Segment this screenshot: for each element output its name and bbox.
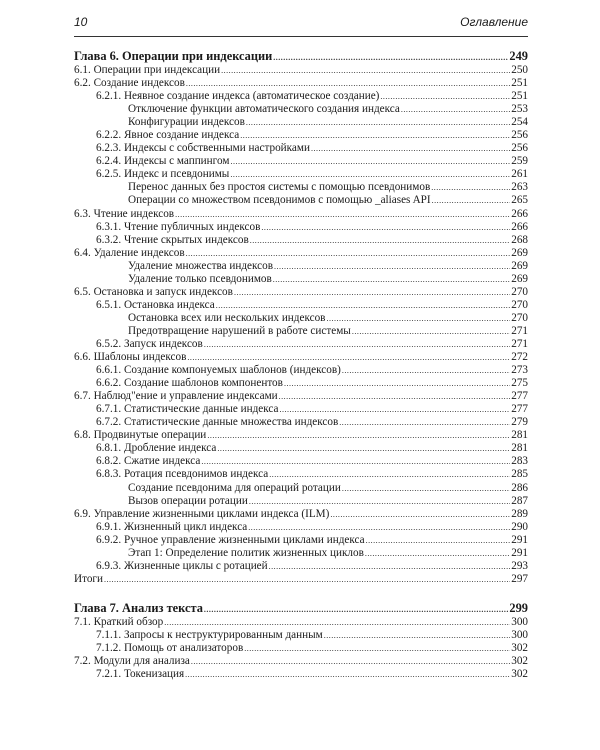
toc-entry-page: 271 (511, 337, 528, 350)
toc-entry-page: 254 (511, 116, 528, 129)
toc-leader-dots (234, 286, 510, 299)
toc-entry[interactable] (74, 194, 528, 207)
header-divider (74, 36, 528, 37)
toc-entry[interactable] (74, 655, 528, 668)
toc-entry[interactable] (74, 234, 528, 247)
toc-entry[interactable] (74, 325, 528, 338)
toc-entry[interactable] (74, 103, 528, 116)
toc-leader-dots (244, 642, 510, 655)
toc-entry[interactable] (74, 181, 528, 194)
toc-leader-dots (250, 234, 510, 247)
toc-entry[interactable] (74, 364, 528, 377)
toc-entry-page: 270 (511, 298, 528, 311)
toc-leader-dots (204, 338, 510, 351)
toc-entry-page: 270 (511, 311, 528, 324)
toc-chapter-entry[interactable] (74, 600, 528, 616)
toc-leader-dots (280, 403, 511, 416)
toc-entry[interactable] (74, 129, 528, 142)
toc-entry-page: 275 (511, 377, 528, 390)
toc-entry-title: 6.8.1. Дробление индекса (96, 442, 217, 455)
toc-leader-dots (326, 312, 510, 325)
toc-entry-title: 6.7. Наблюд"ение и управление индексами (74, 390, 278, 403)
toc-entry-title: Этап 1: Определение политик жизненных циклов (128, 546, 364, 559)
toc-entry-page: 251 (511, 77, 528, 90)
toc-entry-title: 6.2.3. Индексы с собственными настройками (96, 142, 310, 155)
toc-entry-page: 263 (511, 181, 528, 194)
toc-entry-title: Операции со множеством псевдонимов с помощью _aliases API (128, 194, 431, 207)
toc-leader-dots (201, 455, 510, 468)
toc-leader-dots (311, 142, 510, 155)
toc-entry-page: 268 (511, 233, 528, 246)
toc-entry[interactable] (74, 403, 528, 416)
toc-entry[interactable] (74, 573, 528, 586)
toc-entry-title: 7.1.2. Помощь от анализаторов (96, 641, 244, 654)
toc-leader-dots (269, 468, 510, 481)
toc-entry-title: Создание псевдонима для операций ротации (128, 481, 341, 494)
toc-entry-page: 253 (511, 103, 528, 116)
toc-entry-title: 6.2.1. Неявное создание индекса (автоматическое создание) (96, 90, 380, 103)
toc-entry-page: 269 (511, 246, 528, 259)
toc-entry[interactable] (74, 90, 528, 103)
toc-leader-dots (230, 155, 510, 168)
toc-entry[interactable] (74, 142, 528, 155)
toc-entry-title: 6.3.1. Чтение публичных индексов (96, 220, 261, 233)
toc-entry[interactable] (74, 64, 528, 77)
toc-entry-title: Вызов операции ротации (128, 494, 248, 507)
toc-leader-dots (221, 64, 510, 77)
toc-entry-title: 6.6.1. Создание компонуемых шаблонов (индексов) (96, 364, 341, 377)
toc-entry-title: 6.8.3. Ротация псевдонимов индекса (96, 468, 269, 481)
toc-leader-dots (191, 655, 510, 668)
toc-chapter-entry[interactable] (74, 48, 528, 64)
toc-entry-page: 270 (511, 285, 528, 298)
toc-entry-page: 269 (511, 272, 528, 285)
toc-entry[interactable] (74, 77, 528, 90)
toc-entry-page: 249 (509, 49, 528, 63)
toc-entry-page: 266 (511, 207, 528, 220)
toc-entry-title: 6.2.4. Индексы с маппингом (96, 155, 230, 168)
toc-entry[interactable] (74, 286, 528, 299)
toc-entry-page: 283 (511, 455, 528, 468)
toc-entry-page: 250 (511, 64, 528, 76)
toc-entry-page: 302 (511, 668, 528, 681)
toc-entry-page: 279 (511, 416, 528, 429)
toc-entry[interactable] (74, 155, 528, 168)
toc-leader-dots (186, 247, 511, 260)
toc-entry-title: Перенос данных без простоя системы с помощью псевдонимов (128, 181, 431, 194)
toc-leader-dots (104, 573, 510, 586)
toc-leader-dots (273, 273, 510, 286)
toc-entry-title: 6.7.1. Статистические данные индекса (96, 403, 279, 416)
toc-entry[interactable] (74, 668, 528, 681)
toc-entry[interactable] (74, 351, 528, 364)
toc-leader-dots (187, 351, 510, 364)
toc-entry[interactable] (74, 221, 528, 234)
toc-entry[interactable] (74, 429, 528, 442)
toc-entry-page: 277 (511, 390, 528, 403)
toc-entry-page: 300 (511, 628, 528, 641)
toc-leader-dots (186, 77, 510, 90)
toc-entry[interactable] (74, 273, 528, 286)
toc-entry-page: 290 (511, 520, 528, 533)
toc-entry-title: 6.4. Удаление индексов (74, 246, 185, 259)
toc-entry[interactable] (74, 338, 528, 351)
toc-entry[interactable] (74, 642, 528, 655)
toc-leader-dots (207, 429, 510, 442)
toc-entry[interactable] (74, 416, 528, 429)
toc-entry-page: 286 (511, 481, 528, 494)
toc-leader-dots (330, 508, 510, 521)
toc-entry[interactable] (74, 390, 528, 403)
toc-entry-page: 291 (511, 546, 528, 559)
toc-entry[interactable] (74, 116, 528, 129)
toc-entry[interactable] (74, 547, 528, 560)
toc-leader-dots (185, 668, 510, 681)
toc-entry[interactable] (74, 299, 528, 312)
toc-entry-title: 6.5. Остановка и запуск индексов (74, 285, 233, 298)
toc-leader-dots (352, 325, 510, 338)
toc-leader-dots (246, 116, 510, 129)
toc-leader-dots (216, 299, 510, 312)
toc-entry-title: 6.6. Шаблоны индексов (74, 351, 187, 364)
toc-entry-title: 6.3.2. Чтение скрытых индексов (96, 233, 249, 246)
toc-leader-dots (401, 103, 510, 116)
toc-entry-page: 300 (511, 615, 528, 628)
toc-leader-dots (284, 377, 510, 390)
toc-entry-title: Удаление только псевдонимов (128, 272, 272, 285)
toc-entry-title: Остановка всех или нескольких индексов (128, 311, 326, 324)
toc-entry-page: 265 (511, 194, 528, 207)
toc-entry-page: 285 (511, 468, 528, 481)
toc-entry-title: Глава 6. Операции при индексации (74, 49, 273, 63)
toc-leader-dots (380, 90, 510, 103)
toc-entry[interactable] (74, 455, 528, 468)
toc-entry[interactable] (74, 468, 528, 481)
toc-entry[interactable] (74, 377, 528, 390)
running-title: Оглавление (460, 15, 528, 29)
toc-entry-title: 6.9.3. Жизненные циклы с ротацией (96, 559, 268, 572)
toc-leader-dots (431, 181, 510, 194)
toc-entry-title: Удаление множества индексов (128, 259, 273, 272)
toc-entry-title: 6.1. Операции при индексации (74, 64, 221, 76)
toc-entry-title: 6.3. Чтение индексов (74, 207, 175, 220)
toc-leader-dots (249, 495, 510, 508)
toc-entry[interactable] (74, 629, 528, 642)
toc-entry-page: 291 (511, 533, 528, 546)
toc-entry-title: 6.8.2. Сжатие индекса (96, 455, 201, 468)
toc-entry-title: 6.9. Управление жизненными циклами индекса (ILM) (74, 507, 330, 520)
toc-leader-dots (230, 168, 510, 181)
toc-entry-page: 259 (511, 155, 528, 168)
toc-leader-dots (274, 260, 510, 273)
toc-entry-title: Глава 7. Анализ текста (74, 600, 203, 615)
toc-entry-title: 6.9.2. Ручное управление жизненными циклами индекса (96, 533, 365, 546)
toc-entry-page: 256 (511, 142, 528, 155)
toc-entry-title: Предотвращение нарушений в работе системы (128, 324, 351, 337)
toc-entry[interactable] (74, 482, 528, 495)
toc-entry-title: 6.5.1. Остановка индекса (96, 298, 215, 311)
toc-entry-page: 287 (511, 494, 528, 507)
toc-entry-page: 273 (511, 364, 528, 377)
toc-entry-title: 6.9.1. Жизненный цикл индекса (96, 520, 248, 533)
toc-entry-page: 272 (511, 351, 528, 364)
toc-entry[interactable] (74, 534, 528, 547)
toc-entry-page: 269 (511, 259, 528, 272)
toc-entry-page: 277 (511, 403, 528, 416)
toc-entry-title: Итоги (74, 572, 103, 585)
toc-leader-dots (342, 482, 510, 495)
toc-entry-page: 271 (511, 324, 528, 337)
toc-leader-dots (261, 221, 510, 234)
toc-entry-title: 7.2. Модули для анализа (74, 655, 190, 668)
toc-leader-dots (366, 534, 511, 547)
toc-entry-title: 6.8. Продвинутые операции (74, 429, 207, 442)
toc-entry[interactable] (74, 508, 528, 521)
toc-leader-dots (164, 616, 510, 629)
toc-entry-page: 299 (509, 600, 528, 615)
toc-entry-title: 7.2.1. Токенизация (96, 668, 185, 681)
toc-leader-dots (365, 547, 510, 560)
toc-leader-dots (339, 416, 510, 429)
toc-entry-title: 6.2. Создание индексов (74, 77, 185, 90)
toc-entry-page: 281 (511, 429, 528, 442)
toc-entry-page: 256 (511, 129, 528, 142)
toc-entry[interactable] (74, 560, 528, 573)
toc-leader-dots (175, 208, 510, 221)
toc-entry[interactable] (74, 168, 528, 181)
toc-entry-page: 302 (511, 655, 528, 668)
toc-leader-dots (217, 442, 510, 455)
toc-entry-title: Конфигурации индексов (128, 116, 245, 129)
toc-entry-page: 251 (511, 90, 528, 103)
toc-entry[interactable] (74, 260, 528, 273)
toc-leader-dots (269, 560, 511, 573)
toc-leader-dots (324, 629, 511, 642)
toc-entry[interactable] (74, 495, 528, 508)
toc-entry-page: 297 (511, 572, 528, 585)
toc-leader-dots (342, 364, 510, 377)
toc-entry[interactable] (74, 312, 528, 325)
toc-leader-dots (248, 521, 510, 534)
toc-entry-title: 7.1. Краткий обзор (74, 615, 164, 628)
toc-entry-page: 302 (511, 641, 528, 654)
toc-entry-title: 6.2.2. Явное создание индекса (96, 129, 240, 142)
toc-entry-page: 289 (511, 507, 528, 520)
page-number: 10 (74, 15, 88, 29)
toc-entry-page: 293 (511, 559, 528, 572)
toc-entry[interactable] (74, 247, 528, 260)
toc-entry-page: 266 (511, 220, 528, 233)
page-header (74, 11, 528, 33)
toc-entry[interactable] (74, 616, 528, 629)
toc-entry-title: 7.1.1. Запросы к неструктурированным данным (96, 628, 323, 641)
toc-entry-title: 6.2.5. Индекс и псевдонимы (96, 168, 230, 181)
toc-leader-dots (279, 390, 511, 403)
toc-entry-title: 6.6.2. Создание шаблонов компонентов (96, 377, 283, 390)
table-of-contents (74, 46, 528, 681)
toc-entry[interactable] (74, 521, 528, 534)
toc-entry-page: 261 (511, 168, 528, 181)
toc-leader-dots (240, 129, 510, 142)
toc-entry-title: Отключение функции автоматического создания индекса (128, 103, 400, 116)
toc-leader-dots (432, 194, 511, 207)
toc-entry-title: 6.7.2. Статистические данные множества индексов (96, 416, 339, 429)
toc-entry[interactable] (74, 442, 528, 455)
toc-entry-title: 6.5.2. Запуск индексов (96, 337, 203, 350)
toc-entry-page: 281 (511, 442, 528, 455)
toc-entry[interactable] (74, 208, 528, 221)
